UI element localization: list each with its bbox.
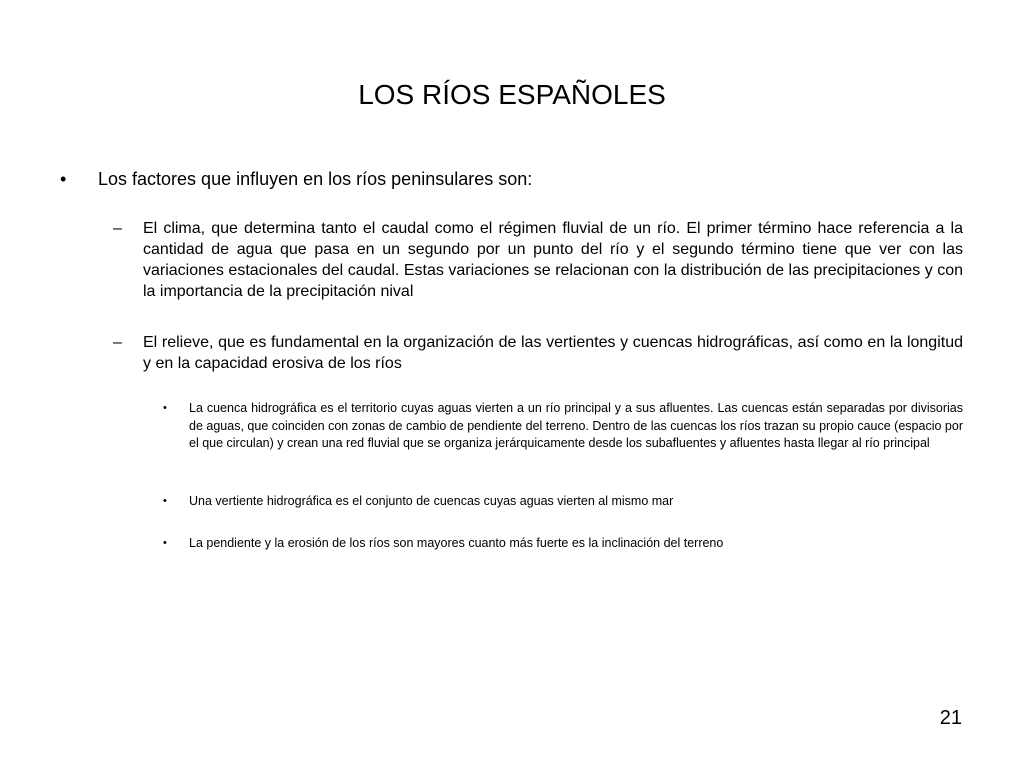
point-relieve xyxy=(113,332,963,374)
intro-text: Los factores que influyen en los ríos peninsulares son: xyxy=(98,169,533,189)
subpoint-pendiente xyxy=(163,535,963,553)
slide-title: LOS RÍOS ESPAÑOLES xyxy=(358,79,666,110)
subpoint-text: La cuenca hidrográfica es el territorio cuyas aguas vierten a un río principal y a sus afluentes. Las cuencas están separadas por divisorias de aguas, que coinciden con zonas de cambio de pendiente del terreno. Dentro de las cuencas los ríos trazan su propio cauce (espacio por el que circulan) y crean una red fluvial que se organiza jerárquicamente desde los subafluentes y afluentes hasta llegar al río principal xyxy=(189,401,963,450)
point-text: El relieve, que es fundamental en la organización de las vertientes y cuencas hidrográficas, así como en la longitud y en la capacidad erosiva de los ríos xyxy=(143,334,963,372)
point-clima xyxy=(113,218,963,302)
subpoint-text: Una vertiente hidrográfica es el conjunto de cuencas cuyas aguas vierten al mismo mar xyxy=(189,494,674,508)
point-text: El clima, que determina tanto el caudal como el régimen fluvial de un río. El primer término hace referencia a la cantidad de agua que pasa en un segundo por un punto del río y el segundo término tiene que ver con las variaciones estacionales del caudal. Estas variaciones se relacionan con la distribución de las precipitaciones y con la importancia de la precipitación nival xyxy=(143,220,963,300)
subpoint-cuenca xyxy=(163,400,963,453)
bullet-marker: • xyxy=(60,169,67,189)
subpoint-vertiente xyxy=(163,493,963,511)
page-number: 21 xyxy=(939,707,962,729)
dash-marker: – xyxy=(113,220,122,237)
bullet-marker: • xyxy=(163,495,167,507)
bullet-marker: • xyxy=(163,537,167,549)
subpoint-text: La pendiente y la erosión de los ríos son mayores cuanto más fuerte es la inclinación del terreno xyxy=(189,536,724,550)
dash-marker: – xyxy=(113,334,122,351)
bullet-marker: • xyxy=(163,402,167,414)
